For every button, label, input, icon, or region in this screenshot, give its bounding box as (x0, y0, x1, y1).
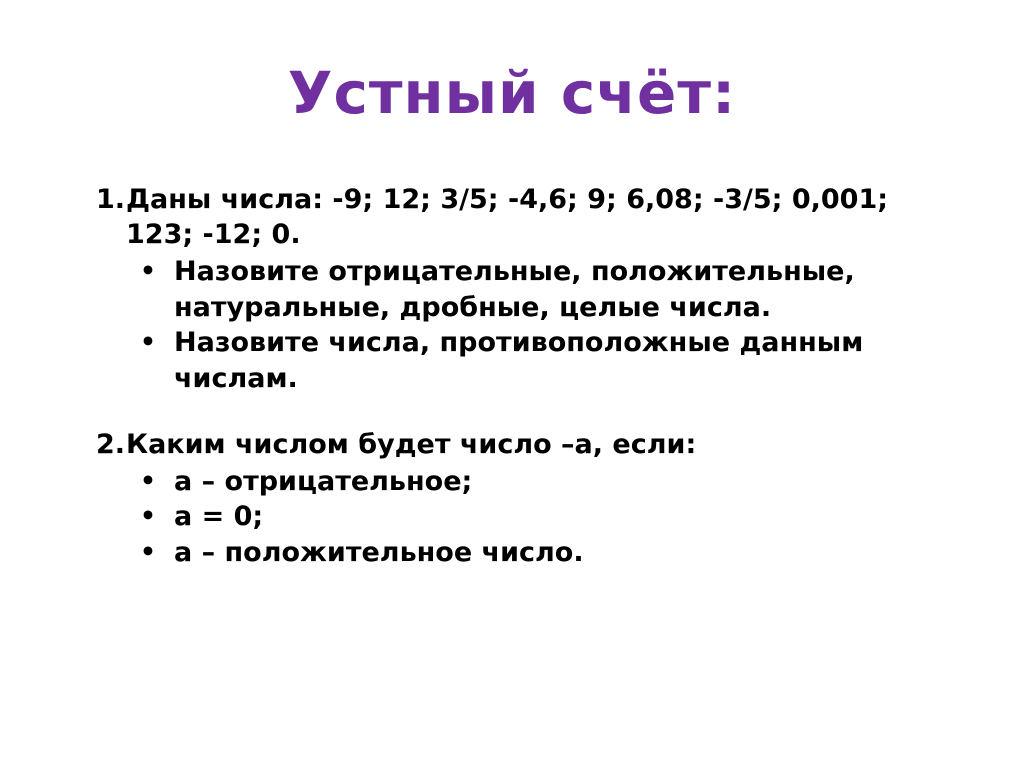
list-item-label: а = 0; (174, 501, 264, 533)
list-item (96, 427, 936, 462)
bullet-icon: • (140, 465, 156, 495)
list-item (140, 499, 936, 535)
list-item-marker: 2. (96, 428, 126, 460)
sub-list-2 (96, 464, 936, 571)
list-item (96, 182, 936, 252)
bullet-icon: • (140, 327, 156, 357)
list-item-marker: 1. (96, 184, 126, 215)
list-item-text: Даны числа: -9; 12; 3/5; -4,6; 9; 6,08; -3/5; 0,001; 123; -12; 0. (126, 184, 889, 251)
list-item (140, 254, 936, 325)
bullet-icon: • (140, 501, 156, 531)
page-title: Устный счёт: (287, 59, 737, 127)
list-item-label: а – отрицательное; (174, 465, 473, 497)
list-item-label: Назовите числа, противоположные данным числам. (174, 327, 864, 395)
list-item (140, 535, 936, 571)
spacer (96, 397, 936, 427)
bullet-icon: • (140, 256, 156, 286)
list-item (140, 325, 936, 396)
list-item (140, 464, 936, 500)
list-item-label: Назовите отрицательные, положительные, натуральные, дробные, целые числа. (174, 256, 855, 323)
sub-list-1 (96, 254, 936, 397)
slide-body (96, 182, 936, 571)
list-item-label: а – положительное число. (174, 537, 584, 569)
bullet-icon: • (140, 537, 156, 567)
list-item-text: Каким числом будет число –а, если: (126, 428, 697, 460)
